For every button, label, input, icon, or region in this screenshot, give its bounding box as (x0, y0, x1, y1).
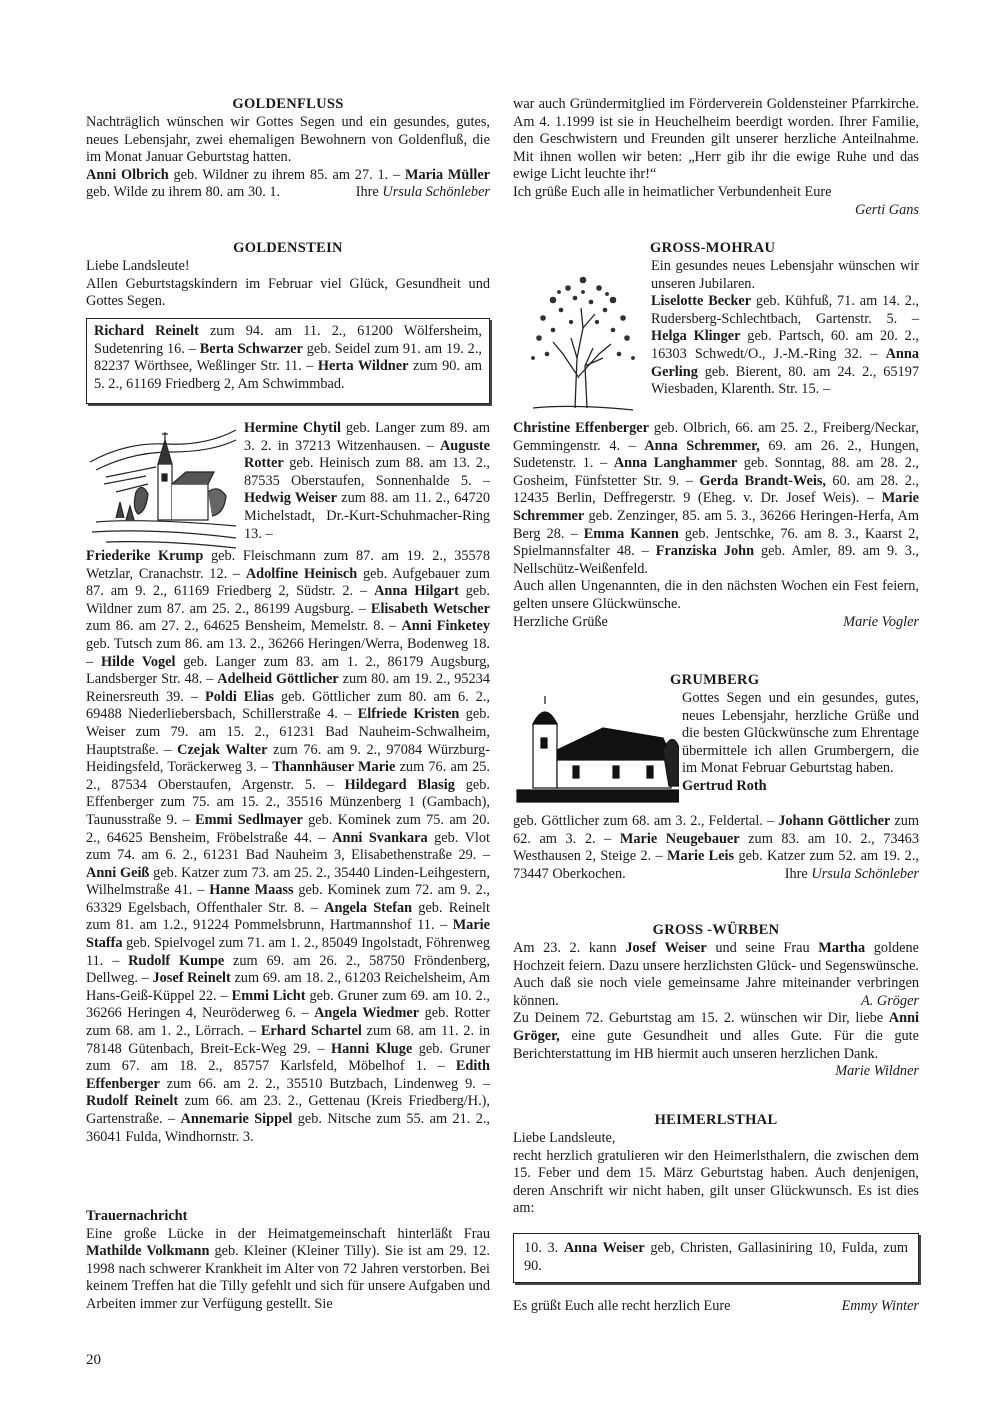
birthday-details: geb. Wilde zu ihrem 80. am 30. 1. (86, 184, 281, 201)
birthday-details: geb. Göttlicher zum 80. am 6. 2., 69488 Niederliebersbach, Schillerstraße 4. – (86, 688, 490, 723)
gross-mohrau-intro-narrow (651, 258, 919, 399)
birthday-details: geb. Kominek zum 75. am 20. 2., 64625 Bensheim, Fröbelstraße 44. – (86, 811, 490, 846)
birthday-name: Helga Klinger (651, 328, 741, 345)
birthday-name: Anni Geiß (86, 864, 150, 881)
birthday-details: zum 80. am 19. 2., 95234 Reinersreuth 39. – (86, 671, 490, 705)
birthday-details: geb. Seidel zum 91. am 19. 2., 82237 Wörthsee, Weßlinger Str. 11. – (94, 340, 482, 375)
birthday-details: zum 90. am 5. 2., 61169 Friedberg 2, Am Schwimmbad. (94, 358, 482, 392)
birthday-details: geb. Heinisch zum 88. am 13. 2., 87535 Oberstaufen, Sonnenhalde 5. – (244, 455, 490, 489)
birthday-name: Rudolf Reinelt (86, 1093, 179, 1110)
wedding-text: und seine Frau (706, 940, 819, 956)
signature-name: Ursula Schönleber (811, 865, 919, 882)
birthday-details: geb. Katzer zum 73. am 25. 2., 35440 Linden-Leihgestern, Wilhelmstraße 41. – (86, 864, 490, 899)
intro-text: recht herzlich gratulieren wir den Heimerlsthalern, die zwischen dem 15. Feber und dem 15. März Geburtstag haben. Auch denjenigen, deren Anschrift wir nicht haben, gilt unser Glückwunsch. Es ist dies am: (513, 1147, 919, 1217)
obituary-heading: Trauernachricht (86, 1208, 188, 1224)
birthday-name: Anna Schremmer, (644, 437, 760, 454)
signature-name: Ursula Schönleber (382, 184, 490, 201)
birthday-details: zum 76. am 25. 2., 87534 Oberstaufen, Argenstr. 5. – (86, 759, 491, 793)
goldenstein-heading: GOLDENSTEIN (233, 240, 343, 256)
birthday-details: zum 83. am 10. 2., 73463 Westhausen 2, Steige 2. – (513, 830, 919, 865)
heimerlsthal-text (513, 1130, 919, 1218)
birthday-details: geb. Vlot zum 74. am 6. 2., 61231 Bad Nauheim 3, Elisabethenstraße 29. – (86, 829, 490, 864)
goldenfluss-signature (356, 184, 490, 202)
heimerlsthal-closing (513, 1298, 919, 1316)
heimerlsthal-highlight-box (513, 1233, 919, 1283)
birthday-details: zum 88. am 11. 2., 64720 Michelstadt, Dr.-Kurt-Schuhmacher-Ring 13. – (244, 490, 490, 542)
birthday-name: Anna Weiser (563, 1240, 645, 1256)
salutation: Liebe Landsleute! (86, 258, 190, 274)
birthday-name: Angela Wiedmer (314, 1005, 420, 1022)
birthday-name: Josef Reinelt (152, 970, 231, 987)
birthday-details: zum 69. am 18. 2., 61203 Reichelsheim, Am Hans-Geiß-Küppel 22. – (86, 970, 490, 1004)
birthday-date: 10. 3. (524, 1240, 564, 1256)
birthday-name: Richard Reinelt (94, 323, 199, 339)
birthday-details: geb. Langer zum 89. am 3. 2. in 37213 Witzenhausen. – (244, 420, 490, 454)
continued-text: war auch Gründermitglied im Förderverein Goldensteiner Pfarrkirche. Am 4. 1.1999 ist sie in Heuchelheim beerdigt worden. Ihrer Familie, den Geschwistern und Freunden gilt unserer herzliche Anteilnahme. Mit ihnen wollen wir beten: „Herr gib ihr die ewige Ruhe und das ewige Licht leuchte ihr!“ (513, 96, 919, 183)
birthday-details: geb. Wildner zum 87. am 25. 2., 86199 Augsburg. – (86, 583, 491, 617)
birthday-name: Emmi Licht (231, 987, 306, 1004)
signature-name: Marie Vogler (843, 613, 919, 630)
intro-text: Ein gesundes neues Lebensjahr wünschen wir unseren Jubilaren. (651, 258, 919, 292)
birthday-name: Marie Neugebauer (619, 830, 740, 847)
birthday-details: geb. Reinelt zum 81. am 1.2., 91224 Pommelsbrunn, Hartmannshof 11. – (86, 899, 490, 934)
birthday-name: Rudolf Kumpe (128, 952, 225, 969)
gross-mohrau-entries (513, 420, 919, 631)
closing-text: Auch allen Ungenannten, die in den nächsten Wochen ein Fest feiern, gelten unsere Glückwünsche. (513, 578, 919, 612)
sign-prefix: Ihre (784, 865, 808, 882)
birthday-name: Hermine Chytil (244, 420, 341, 436)
birthday-name: Emma Kannen (583, 525, 679, 542)
birthday-details: geb. Katzer zum 52. am 19. 2., 73447 Oberkochen. (513, 848, 919, 882)
birthday-details: geb. Langer zum 83. am 1. 2., 86179 Augsburg, Landsberger Str. 48. – (86, 653, 490, 688)
page-number: 20 (86, 1352, 101, 1368)
birthday-name: Annemarie Sippel (180, 1111, 293, 1127)
goldenstein-intro (86, 258, 490, 311)
birthday-text: eine gute Gesundheit und alles Gute. Für die gute Berichterstattung im HB hiermit auch unseren herzlichen Dank. (513, 1027, 919, 1062)
goldenstein-highlight-box (86, 318, 490, 404)
grumberg-entries (513, 813, 919, 883)
birthday-name: Berta Schwarzer (199, 340, 303, 357)
goldenfluss-intro: Nachträglich wünschen wir Gottes Segen und ein gesundes, gutes, neues Lebensjahr, zwei ehemaligen Bewohnern von Goldenfluß, die im Monat Januar Geburtstag hatten. (86, 114, 490, 166)
grumberg-signature (785, 866, 919, 884)
birthday-details: geb. Olbrich, 66. am 25. 2., Freiberg/Neckar, Gemmingenstr. 4. – (513, 420, 919, 454)
birthday-details: geb. Göttlicher zum 68. am 3. 2., Feldertal. – (513, 813, 779, 829)
birthday-details: geb, Christen, Gallasiniring 10, Fulda, zum 90. (524, 1240, 908, 1274)
obituary-name: Mathilde Volkmann (86, 1243, 210, 1260)
birthday-name: Anna Hilgart (374, 583, 459, 600)
birthday-details: geb. Bierent, 80. am 24. 2., 65197 Wiesbaden, Klarenth. Str. 15. – (651, 363, 919, 398)
birthday-name: Christine Effenberger (513, 420, 649, 436)
goldenstein-church-sketch (86, 422, 240, 552)
birthday-name: Anni Olbrich (86, 166, 169, 183)
obituary-text: Eine große Lücke in der Heimatgemeinschaft hinterläßt Frau (86, 1225, 490, 1242)
birthday-details: zum 62. am 3. 2. – (513, 813, 919, 847)
goldenstein-entries (86, 548, 490, 1146)
birthday-details: zum 69. am 26. 2., 58750 Fröndenberg, Dellweg. – (86, 952, 490, 987)
birthday-name: Marie Staffa (86, 917, 490, 952)
birthday-name: Angela Stefan (324, 899, 413, 916)
birthday-name: Marie Schremmer (513, 490, 919, 524)
birthday-details: geb. Amler, 89. am 9. 3., Nellschütz-Weißenfeld. (513, 543, 919, 577)
birthday-name: Anna Langhammer (613, 455, 738, 472)
birthday-name: Liselotte Becker (651, 293, 752, 310)
birthday-name: Adelheid Göttlicher (217, 671, 339, 688)
birthday-name: Marie Leis (667, 848, 735, 865)
gross-wuerben-text (513, 940, 919, 1081)
closing-text: Es grüßt Euch alle recht herzlich Eure (513, 1298, 731, 1314)
birthday-name: Adolfine Heinisch (245, 565, 358, 582)
birthday-details: zum 68. am 11. 2. in 78148 Gütenbach, Breit-Eck-Weg 29. – (86, 1023, 490, 1057)
heimerlsthal-heading: HEIMERLSTHAL (654, 1112, 778, 1128)
sign-prefix: Ihre (355, 184, 379, 201)
goldenfluss-heading: GOLDENFLUSS (232, 96, 344, 112)
birthday-name: Elfriede Kristen (357, 706, 460, 723)
salutation: Liebe Landsleute, (513, 1130, 616, 1146)
birthday-details: geb. Kominek zum 72. am 9. 2., 63329 Egelsbach, Offenthaler Str. 8. – (86, 882, 490, 916)
birthday-details: 60. am 28. 2., 12435 Berlin, Deffregerstr. 9 (Eheg. v. Dr. Josef Weis). – (513, 472, 919, 507)
birthday-name: Elisabeth Wetscher (370, 600, 490, 617)
birthday-name: Gerda Brandt-Weis, (699, 472, 827, 489)
wedding-text: Am 23. 2. kann (513, 940, 626, 956)
birthday-details: geb. Gruner zum 69. am 10. 2., 36266 Heringen 4, Neuröderweg 6. – (86, 987, 490, 1022)
birthday-details: 69. am 26. 2., Hungen, Sudetenstr. 1. – (513, 437, 919, 472)
gross-mohrau-tree-sketch (513, 258, 647, 414)
birthday-details: geb. Effenberger zum 75. am 15. 2., 35516 Münzenberg 1 (Gambach), Taunusstraße 9. – (86, 776, 490, 828)
birthday-details: geb. Rotter zum 68. am 1. 2., Lörrach. – (86, 1005, 490, 1040)
birthday-name: Anni Svankara (332, 829, 428, 846)
signature-name: A. Gröger (861, 992, 919, 1009)
greeting: Herzliche Grüße (513, 613, 608, 630)
birthday-details: geb. Zenzinger, 85. am 5. 3., 36266 Heringen-Herfa, Am Berg 28. – (513, 507, 919, 542)
birthday-details: geb. Sonntag, 88. am 28. 2., Gosheim, Fünfstetter Str. 9. – (513, 455, 919, 489)
birthday-name: Hildegard Blasig (344, 776, 455, 793)
gross-wuerben-heading: GROSS -WÜRBEN (652, 922, 780, 938)
birthday-details: geb. Partsch, 60. am 20. 2., 16303 Schwedt/O., J.-M.-Ring 32. – (651, 328, 919, 362)
signature-name: Emmy Winter (841, 1298, 919, 1314)
birthday-name: Hanne Maass (209, 882, 294, 899)
goldenfluss-text (86, 114, 490, 202)
birthday-details: geb. Jentschke, 76. am 8. 3., Kaarst 2, Spielmannsfalter 48. – (513, 525, 919, 560)
birthday-details: geb. Fleischmann zum 87. am 19. 2., 35578 Wetzlar, Cranachstr. 12. – (86, 548, 490, 582)
birthday-name: Gertrud Roth (682, 777, 767, 794)
birthday-name: Johann Göttlicher (778, 813, 891, 829)
birthday-name: Anni Gröger, (513, 1010, 919, 1044)
birthday-text: Zu Deinem 72. Geburtstag am 15. 2. wünschen wir Dir, liebe (513, 1010, 889, 1027)
birthday-details: geb. Wildner zu ihrem 85. am 27. 1. – (168, 166, 405, 183)
signature-name: Marie Wildner (835, 1063, 919, 1080)
wedding-text: goldene Hochzeit feiern. Dazu unsere herzlichsten Glück- und Segenswünsche. Auch daß sie noch viele gemeinsame Jahre miteinander verbringen können. (513, 940, 919, 1009)
birthday-details: zum 76. am 9. 2., 97084 Würzburg-Heidingsfeld, Toräckerweg 3. – (86, 741, 490, 776)
birthday-name: Auguste Rotter (244, 437, 490, 472)
birthday-name: Martha (818, 940, 866, 956)
intro-text: Allen Geburtstagskindern im Februar viel Glück, Gesundheit und Gottes Segen. (86, 275, 490, 310)
birthday-name: Thannhäuser Marie (272, 759, 396, 776)
birthday-details: zum 94. am 11. 2., 61200 Wölfersheim, Sudetenring 16. – (94, 323, 482, 357)
birthday-details: geb. Gruner zum 67. am 18. 2., 85757 Karlsfeld, Möbelhof 1. – (86, 1040, 490, 1075)
birthday-name: Friederike Krump (86, 548, 204, 564)
birthday-name: Hilde Vogel (100, 653, 176, 670)
obituary-continued (513, 96, 919, 219)
birthday-name: Maria Müller (405, 166, 491, 183)
birthday-name: Erhard Schartel (260, 1023, 362, 1040)
birthday-details: zum 66. am 23. 2., Gettenau (Kreis Friedberg/H.), Gartenstraße. – (86, 1093, 490, 1127)
greeting: Ich grüße Euch alle in heimatlicher Verbundenheit Eure (513, 183, 832, 200)
birthday-details: geb. Tutsch zum 86. am 13. 2., 36266 Heringen/Werra, Bodenweg 18. – (86, 635, 490, 670)
birthday-name: Herta Wildner (317, 358, 409, 375)
birthday-name: Czejak Walter (177, 741, 268, 758)
grumberg-intro-narrow (682, 690, 919, 796)
birthday-details: geb. Nitsche zum 55. am 21. 2., 36041 Fulda, Windhornstr. 3. (86, 1111, 491, 1145)
birthday-name: Poldi Elias (205, 688, 274, 705)
birthday-details: geb. Aufgebauer zum 87. am 9. 2., 61169 Friedberg 2, Südstr. 2. – (86, 565, 490, 600)
signature-name: Gerti Gans (855, 201, 919, 218)
gross-mohrau-heading: GROSS-MOHRAU (650, 240, 776, 256)
birthday-name: Anni Finketey (401, 618, 490, 635)
birthday-name: Josef Weiser (625, 940, 707, 956)
goldenstein-entries-narrow (244, 420, 490, 543)
grumberg-chapel-sketch (513, 690, 679, 808)
birthday-details: zum 66. am 2. 2., 35510 Butzbach, Lindenweg 9. – (159, 1075, 490, 1092)
birthday-name: Franziska John (655, 543, 755, 560)
intro-text: Gottes Segen und ein gesundes, gutes, neues Lebensjahr, herzliche Grüße und die besten Glückwünsche zum Ehrentage übermittele ich allen Grumbergern, die im Monat Februar Geburtstag haben. (682, 690, 919, 777)
birthday-details: geb. Spielvogel zum 71. am 1. 2., 85049 Ingolstadt, Föhrenweg 11. – (86, 935, 490, 969)
birthday-name: Anna Gerling (651, 345, 919, 380)
birthday-details: geb. Kühfuß, 71. am 14. 2., Rudersberg-Schlechtbach, Gartenstr. 5. – (651, 293, 920, 327)
birthday-name: Hedwig Weiser (244, 490, 337, 507)
obituary (86, 1208, 490, 1314)
birthday-name: Hanni Kluge (331, 1040, 413, 1057)
birthday-details: geb. Weiser zum 79. am 15. 2., 61231 Bad Nauheim-Schwalheim, Hauptstraße. – (86, 706, 490, 758)
birthday-name: Emmi Sedlmayer (195, 811, 303, 828)
obituary-text: geb. Kleiner (Kleiner Tilly). Sie ist am 29. 12. 1998 nach schwerer Krankheit im Alter von 72 Jahren verstorben. Bei keinem Treffen hat die Tilly gefehlt und sich für unsere Aufgaben und Arbeiten immer zur Verfügung gestellt. Sie (86, 1243, 490, 1312)
birthday-details: zum 86. am 27. 2., 64625 Bensheim, Memelstr. 8. – (86, 618, 402, 635)
grumberg-heading: GRUMBERG (670, 672, 760, 688)
birthday-name: Edith Effenberger (86, 1058, 490, 1092)
